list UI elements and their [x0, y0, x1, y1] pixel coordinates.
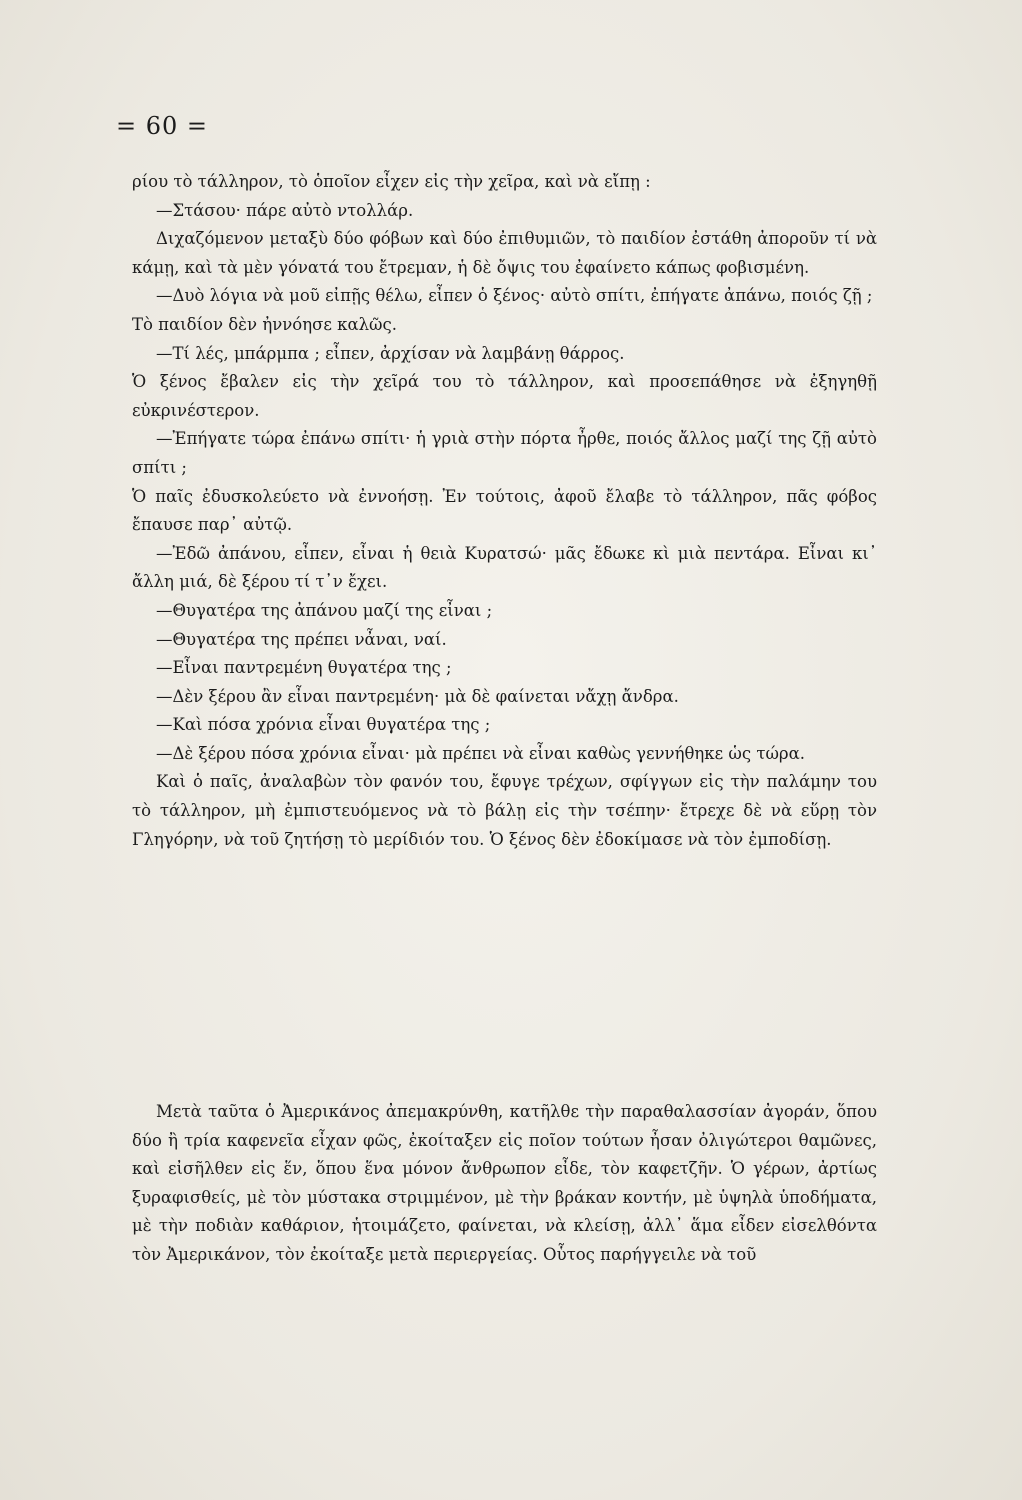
- paragraph: —Εἶναι παντρεμένη θυγατέρα της ;: [156, 658, 452, 678]
- paragraph: —Δυὸ λόγια νὰ μοῦ εἰπῇς θέλω, εἶπεν ὁ ξένος· αὐτὸ σπίτι, ἐπήγατε ἀπάνω, ποιός ζῇ ;: [156, 286, 873, 306]
- paragraph: Μετὰ ταῦτα ὁ Ἀμερικάνος ἀπεμακρύνθη, κατῆλθε τὴν παραθαλασσίαν ἀγοράν, ὅπου δύο ἢ τρία καφενεῖα εἶχαν φῶς, ἐκοίταξεν εἰς ποῖον τούτων ἦσαν ὀλιγώτεροι θαμῶνες, καὶ εἰσῆλθεν εἰς ἕν, ὅπου ἕνα μόνον ἄνθρωπον εἶδε, τὸν καφετζῆν. Ὁ γέρων, ἀρτίως ξυραφισθείς, μὲ τὸν μύστακα στριμμένον, μὲ τὴν βράκαν κοντήν, μὲ ὑψηλὰ ὑποδήματα, μὲ τὴν ποδιὰν καθάριον, ἡτοιμάζετο, φαίνεται, νὰ κλείσῃ, ἀλλ᾽ ἅμα εἶδεν εἰσελθόντα τὸν Ἀμερικάνον, τὸν ἐκοίταξε μετὰ περιεργείας. Οὗτος παρήγγειλε νὰ τοῦ: [132, 1102, 877, 1264]
- paragraph: Διχαζόμενον μεταξὺ δύο φόβων καὶ δύο ἐπιθυμιῶν, τὸ παιδίον ἐστάθη ἀποροῦν τί νὰ κάμῃ, καὶ τὰ μὲν γόνατά του ἔτρεμαν, ἡ δὲ ὄψις του ἐφαίνετο κάπως φοβισμένη.: [132, 229, 877, 277]
- body-text: [132, 168, 877, 854]
- paragraph: —Δὲ ξέρου πόσα χρόνια εἶναι· μὰ πρέπει νὰ εἶναι καθὼς γεννήθηκε ὡς τώρα.: [156, 743, 806, 763]
- paragraph: —Τί λές, μπάρμπα ; εἶπεν, ἀρχίσαν νὰ λαμβάνῃ θάρρος.: [156, 343, 625, 363]
- paragraph: —Θυγατέρα της πρέπει νἆναι, ναί.: [156, 629, 447, 649]
- page-number-header: = 60 =: [116, 112, 209, 140]
- paragraph: Ὁ παῖς ἐδυσκολεύετο νὰ ἐννοήσῃ. Ἐν τούτοις, ἀφοῦ ἔλαβε τὸ τάλληρον, πᾶς φόβος ἔπαυσε παρ᾽ αὐτῷ.: [132, 486, 877, 535]
- paragraph: —Ἐπήγατε τώρα ἐπάνω σπίτι· ἡ γριὰ στὴν πόρτα ἦρθε, ποιός ἄλλος μαζί της ζῇ αὐτὸ σπίτι ;: [132, 429, 877, 477]
- final-section: [132, 1098, 877, 1270]
- paragraph: ρίου τὸ τάλληρον, τὸ ὁποῖον εἶχεν εἰς τὴν χεῖρα, καὶ νὰ εἴπῃ :: [132, 172, 651, 191]
- paragraph: Καὶ ὁ παῖς, ἀναλαβὼν τὸν φανόν του, ἔφυγε τρέχων, σφίγγων εἰς τὴν παλάμην του τὸ τάλληρον, μὴ ἐμπιστευόμενος νὰ τὸ βάλῃ εἰς τὴν τσέπην· ἔτρεχε δὲ νὰ εὕρῃ τὸν Γληγόρην, νὰ τοῦ ζητήσῃ τὸ μερίδιόν του. Ὁ ξένος δὲν ἐδοκίμασε νὰ τὸν ἐμποδίσῃ.: [132, 772, 877, 849]
- paragraph: —Δὲν ξέρου ἂν εἶναι παντρεμένη· μὰ δὲ φαίνεται νἄχῃ ἄνδρα.: [156, 686, 679, 706]
- paragraph: —Ἐδῶ ἀπάνου, εἶπεν, εἶναι ἡ θειὰ Κυρατσώ· μᾶς ἔδωκε κὶ μιὰ πεντάρα. Εἶναι κι᾽ ἄλλη μιά, δὲ ξέρου τί τ᾽ν ἔχει.: [132, 543, 877, 592]
- paragraph: —Θυγατέρα της ἀπάνου μαζί της εἶναι ;: [156, 600, 493, 620]
- paragraph: Ὁ ξένος ἔβαλεν εἰς τὴν χεῖρά του τὸ τάλληρον, καὶ προσεπάθησε νὰ ἐξηγηθῇ εὐκρινέστερον.: [132, 372, 877, 420]
- paragraph: Τὸ παιδίον δὲν ἠννόησε καλῶς.: [132, 314, 397, 334]
- paragraph: —Καὶ πόσα χρόνια εἶναι θυγατέρα της ;: [156, 715, 491, 735]
- paragraph: —Στάσου· πάρε αὐτὸ ντολλάρ.: [156, 200, 414, 220]
